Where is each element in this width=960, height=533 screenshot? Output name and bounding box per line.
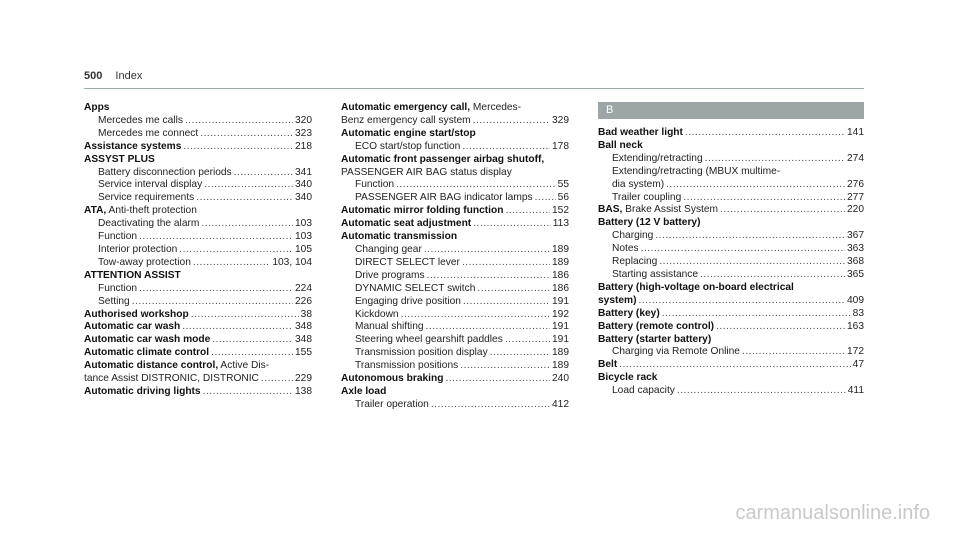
dot-leader (700, 269, 845, 282)
index-page-ref[interactable]: 141 (847, 127, 864, 138)
dot-leader (666, 179, 845, 192)
index-line-text: Transmission position display (355, 347, 488, 359)
index-line-text (598, 204, 718, 217)
index-page-ref[interactable]: 189 (552, 347, 569, 359)
index-line-text (598, 321, 714, 334)
index-line-text: Drive programs (355, 269, 425, 281)
dot-leader (505, 334, 550, 347)
index-line[interactable] (84, 179, 312, 192)
index-line[interactable] (598, 179, 864, 192)
index-line[interactable] (341, 334, 569, 347)
index-page-ref[interactable]: 189 (552, 256, 569, 268)
index-heading: Automatic car wash mode (84, 334, 211, 346)
index-line[interactable] (341, 244, 569, 257)
index-line[interactable] (598, 243, 864, 256)
index-page-ref[interactable]: 191 (552, 295, 569, 307)
index-page-ref[interactable]: 103 (295, 218, 312, 230)
dot-leader (490, 347, 550, 360)
index-line-text: Trailer operation (355, 398, 429, 410)
dot-leader (234, 167, 293, 180)
dot-leader (463, 296, 550, 309)
index-column-1 (84, 102, 312, 399)
index-heading: Battery (12 V battery) (598, 217, 701, 229)
index-page-ref[interactable]: 368 (847, 256, 864, 268)
index-line-text: Engaging drive position (355, 295, 461, 307)
index-page-ref[interactable]: 348 (295, 321, 312, 333)
index-heading-line (598, 282, 864, 295)
dot-leader (662, 308, 851, 321)
index-heading: Ball neck (598, 139, 643, 151)
index-page-ref[interactable]: 38 (300, 308, 312, 320)
index-entry (84, 347, 312, 360)
dot-leader (196, 192, 293, 205)
index-heading-line (341, 386, 569, 399)
index-heading: Authorised workshop (84, 308, 189, 320)
index-entry (598, 321, 864, 334)
dot-leader (462, 141, 550, 154)
index-heading: Automatic car wash (84, 321, 181, 333)
dot-leader (201, 218, 293, 231)
index-line-text (341, 218, 471, 231)
index-line[interactable] (84, 218, 312, 231)
index-page-ref[interactable]: 191 (552, 334, 569, 346)
index-line[interactable] (84, 334, 312, 347)
dot-leader (200, 128, 293, 141)
index-line-text: Transmission positions (355, 360, 459, 372)
index-page-ref[interactable]: 83 (852, 307, 864, 319)
index-line-text (84, 386, 201, 399)
index-page-ref[interactable]: 155 (295, 347, 312, 359)
dot-leader (183, 141, 293, 154)
dot-leader (473, 115, 550, 128)
index-heading: Bicycle rack (598, 372, 658, 384)
dot-leader (705, 153, 845, 166)
index-heading-line (84, 102, 312, 115)
index-page-ref[interactable]: 55 (557, 179, 569, 191)
dot-leader (619, 359, 850, 372)
index-line-text: Notes (612, 243, 639, 255)
dot-leader (431, 399, 550, 412)
index-entry (84, 154, 312, 206)
index-line-text (84, 309, 189, 322)
index-entry (84, 102, 312, 141)
index-entry (84, 141, 312, 154)
index-line[interactable] (341, 205, 569, 218)
dot-leader (677, 385, 846, 398)
index-line-text (598, 359, 617, 372)
index-heading-line (341, 231, 569, 244)
index-entry (598, 359, 864, 372)
index-line[interactable] (84, 386, 312, 399)
dot-leader (211, 347, 293, 360)
index-line-text: Load capacity (612, 385, 675, 397)
index-line[interactable] (598, 230, 864, 243)
index-line[interactable] (598, 359, 864, 372)
dot-leader (473, 218, 551, 231)
index-entry (84, 270, 312, 309)
index-line-text: Manual shifting (355, 321, 424, 333)
dot-leader (132, 296, 293, 309)
index-line-text: Function (98, 282, 138, 294)
index-page-ref[interactable]: 192 (552, 308, 569, 320)
index-line[interactable] (341, 347, 569, 360)
dot-leader (641, 243, 845, 256)
index-line[interactable] (598, 295, 864, 308)
dot-leader (685, 127, 845, 140)
index-heading-line (598, 372, 864, 385)
index-heading-line (84, 360, 312, 373)
index-entry (598, 217, 864, 282)
index-line[interactable] (84, 321, 312, 334)
index-heading: Battery (key) (598, 307, 660, 319)
index-heading-line (341, 154, 569, 167)
index-line-text (341, 205, 503, 218)
index-heading-line (84, 154, 312, 167)
index-line-text: Mercedes me connect (98, 127, 199, 139)
index-line-text (598, 127, 683, 140)
index-line[interactable] (341, 283, 569, 296)
index-heading: Axle load (341, 385, 387, 397)
index-page-ref[interactable]: 47 (852, 359, 864, 371)
index-line-text: Replacing (612, 256, 658, 268)
index-page-ref[interactable]: 363 (847, 243, 864, 255)
index-line[interactable] (598, 204, 864, 217)
index-page-ref[interactable]: 340 (295, 179, 312, 191)
dot-leader (396, 179, 556, 192)
index-page-ref[interactable]: 240 (552, 373, 569, 385)
index-entry (341, 102, 569, 128)
index-line[interactable] (341, 192, 569, 205)
index-heading-line (598, 334, 864, 347)
index-line-text: Function (355, 179, 395, 191)
index-page-ref[interactable]: 411 (847, 385, 864, 397)
index-line[interactable] (84, 141, 312, 154)
index-heading: Automatic distance control, (84, 360, 219, 372)
index-subentry-text: Extending/retracting (MBUX multime- (612, 165, 781, 177)
index-entry (598, 334, 864, 360)
index-heading: Belt (598, 359, 618, 371)
index-page-ref[interactable]: 172 (847, 346, 864, 358)
index-line[interactable] (598, 153, 864, 166)
index-line-text: Service interval display (98, 179, 203, 191)
index-page-ref[interactable]: 323 (295, 127, 312, 139)
dot-leader (424, 244, 550, 257)
index-column-3 (598, 102, 864, 398)
index-entry (598, 204, 864, 217)
index-entry (598, 308, 864, 321)
dot-leader (182, 321, 293, 334)
index-line[interactable] (341, 360, 569, 373)
index-line[interactable] (341, 179, 569, 192)
index-heading: ATTENTION ASSIST (84, 269, 181, 281)
index-heading: Assistance systems (84, 140, 182, 152)
index-page-ref[interactable]: 226 (295, 295, 312, 307)
index-page-ref[interactable]: 163 (847, 320, 864, 332)
index-entry (341, 373, 569, 386)
page-title: Index (115, 70, 143, 82)
index-heading: Automatic driving lights (84, 385, 201, 397)
watermark: carmanualsonline.info (735, 502, 930, 524)
index-entry (341, 128, 569, 154)
index-page-ref[interactable]: 56 (557, 192, 569, 204)
index-line-text: Steering wheel gearshift paddles (355, 334, 503, 346)
index-heading-line (598, 217, 864, 230)
dot-leader (477, 283, 550, 296)
index-line[interactable] (341, 115, 569, 128)
index-page-ref[interactable]: 348 (295, 334, 312, 346)
dot-leader (204, 179, 293, 192)
index-line[interactable] (341, 270, 569, 283)
index-heading-line (341, 102, 569, 115)
dot-leader (659, 256, 845, 269)
index-heading: Battery (high-voltage on-board electrical (598, 281, 794, 293)
index-page-ref[interactable]: 138 (295, 385, 312, 397)
index-heading: Battery (remote control) (598, 320, 715, 332)
dot-leader (535, 192, 556, 205)
index-line[interactable] (598, 385, 864, 398)
dot-leader (139, 283, 293, 296)
index-line-text: dia system) (612, 178, 665, 190)
index-line-text: Service requirements (98, 192, 195, 204)
index-entry (84, 360, 312, 386)
index-heading-suffix: Brake Assist System (622, 204, 719, 216)
index-line-text: Mercedes me calls (98, 114, 183, 126)
index-heading: Apps (84, 102, 110, 113)
dot-leader (212, 334, 293, 347)
index-page-ref[interactable]: 329 (552, 114, 569, 126)
index-line-text: Kickdown (355, 308, 399, 320)
index-line[interactable] (598, 346, 864, 359)
index-heading: Automatic front passenger airbag shutoff, (341, 153, 545, 165)
index-heading-line (341, 128, 569, 141)
index-heading: ATA, (84, 205, 107, 217)
index-page-ref[interactable]: 103 (295, 231, 312, 243)
index-entry (84, 321, 312, 334)
index-entry (84, 309, 312, 322)
index-heading: Automatic seat adjustment (341, 218, 472, 230)
index-heading: Battery (starter battery) (598, 333, 712, 345)
page-header (84, 70, 142, 82)
index-line[interactable] (84, 373, 312, 386)
index-page-ref[interactable]: 365 (847, 268, 864, 280)
index-line-text: Charging via Remote Online (612, 346, 740, 358)
index-entry (84, 334, 312, 347)
index-page-ref[interactable]: 224 (295, 282, 312, 294)
index-line[interactable] (598, 256, 864, 269)
index-page-ref[interactable]: 320 (295, 114, 312, 126)
index-entry (598, 282, 864, 308)
index-line-text (84, 321, 180, 334)
index-entry (84, 205, 312, 270)
index-page-ref[interactable]: 277 (847, 191, 864, 203)
dot-leader (401, 309, 550, 322)
index-line[interactable] (341, 218, 569, 231)
index-heading-suffix: Active Dis- (218, 360, 270, 372)
index-line-text: system) (598, 294, 637, 306)
dot-leader (193, 257, 270, 270)
index-entry (598, 372, 864, 398)
index-line[interactable] (341, 296, 569, 309)
dot-leader (655, 230, 845, 243)
dot-leader (462, 257, 550, 270)
index-line-text: Battery disconnection periods (98, 166, 232, 178)
index-line[interactable] (341, 399, 569, 412)
index-line-text: Interior protection (98, 243, 178, 255)
index-page-ref[interactable]: 186 (552, 269, 569, 281)
dot-leader (460, 360, 550, 373)
index-line-text: ECO start/stop function (355, 140, 461, 152)
index-line-text: Changing gear (355, 243, 422, 255)
index-line[interactable] (84, 296, 312, 309)
index-heading: BAS, (598, 204, 623, 216)
dot-leader (720, 204, 845, 217)
index-page-ref[interactable]: 186 (552, 282, 569, 294)
index-line-text: Deactivating the alarm (98, 218, 200, 230)
index-heading-line (84, 270, 312, 283)
index-entry (341, 205, 569, 218)
dot-leader (445, 373, 550, 386)
index-heading: Automatic climate control (84, 347, 210, 359)
index-entry (341, 154, 569, 206)
index-line[interactable] (84, 192, 312, 205)
index-line[interactable] (84, 257, 312, 270)
index-page-ref[interactable]: 341 (295, 166, 312, 178)
index-line-text: DIRECT SELECT lever (355, 256, 460, 268)
index-line-text (598, 308, 660, 321)
index-heading: Automatic engine start/stop (341, 127, 476, 139)
dot-leader (179, 244, 293, 257)
index-line[interactable] (341, 141, 569, 154)
header-rule (84, 88, 864, 89)
dot-leader (505, 205, 550, 218)
index-line-text: tance Assist DISTRONIC, DISTRONIC (84, 373, 259, 385)
index-line[interactable] (84, 347, 312, 360)
index-line-text: Setting (98, 295, 130, 307)
index-line-text (84, 141, 181, 154)
index-page-ref[interactable]: 178 (552, 140, 569, 152)
index-line[interactable] (341, 309, 569, 322)
index-page-ref[interactable]: 189 (552, 360, 569, 372)
index-entry (598, 127, 864, 140)
index-line[interactable] (84, 115, 312, 128)
index-line-text: Trailer coupling (612, 191, 682, 203)
dot-leader (742, 346, 845, 359)
index-line-text (341, 373, 443, 386)
index-heading: Automatic transmission (341, 231, 458, 243)
index-line[interactable] (341, 321, 569, 334)
index-entry (341, 231, 569, 373)
index-entry (341, 218, 569, 231)
index-heading: Autonomous braking (341, 373, 444, 385)
index-heading-suffix: Anti-theft protection (106, 205, 197, 217)
index-line-text (84, 347, 209, 360)
index-line[interactable] (598, 269, 864, 282)
index-page-ref[interactable]: 274 (847, 152, 864, 164)
dot-leader (203, 386, 293, 399)
dot-leader (427, 270, 550, 283)
index-page-ref[interactable]: 189 (552, 243, 569, 255)
section-letter: B (598, 102, 864, 119)
index-line-text: Benz emergency call system (341, 114, 471, 126)
index-entry (341, 386, 569, 412)
index-page-ref[interactable]: 229 (295, 373, 312, 385)
index-line[interactable] (598, 192, 864, 205)
index-line[interactable] (341, 373, 569, 386)
index-line-text: DYNAMIC SELECT switch (355, 282, 476, 294)
index-column-2 (341, 102, 569, 412)
index-heading: Automatic emergency call, (341, 102, 471, 113)
index-line[interactable] (84, 309, 312, 322)
index-line[interactable] (598, 127, 864, 140)
index-page-ref[interactable]: 105 (295, 243, 312, 255)
dot-leader (139, 231, 293, 244)
index-page-ref[interactable]: 113 (552, 218, 569, 230)
index-line[interactable] (598, 321, 864, 334)
index-line[interactable] (84, 283, 312, 296)
index-page-ref[interactable]: 340 (295, 192, 312, 204)
index-heading: Automatic mirror folding function (341, 205, 504, 217)
index-entry (598, 140, 864, 205)
index-line-text: Tow-away protection (98, 256, 191, 268)
dot-leader (683, 192, 845, 205)
index-line-text: PASSENGER AIR BAG indicator lamps (355, 192, 533, 204)
index-line-text (84, 334, 210, 347)
index-heading-wrap: PASSENGER AIR BAG status display (341, 166, 512, 178)
index-line-text: Function (98, 231, 138, 243)
index-line-text: Charging (612, 230, 654, 242)
index-heading: ASSYST PLUS (84, 153, 155, 165)
index-line[interactable] (84, 244, 312, 257)
dot-leader (639, 295, 845, 308)
index-page-ref[interactable]: 276 (847, 178, 864, 190)
index-line[interactable] (598, 308, 864, 321)
dot-leader (261, 373, 293, 386)
dot-leader (185, 115, 293, 128)
index-page-ref[interactable]: 191 (552, 321, 569, 333)
index-entry (84, 386, 312, 399)
index-line-text: Starting assistance (612, 268, 699, 280)
dot-leader (191, 309, 299, 322)
index-heading-line (84, 205, 312, 218)
index-page-ref[interactable]: 220 (847, 204, 864, 216)
index-page-ref[interactable]: 103, 104 (272, 256, 312, 268)
index-page-ref[interactable]: 152 (552, 205, 569, 217)
dot-leader (426, 321, 550, 334)
index-page-ref[interactable]: 367 (847, 230, 864, 242)
index-line[interactable] (84, 231, 312, 244)
index-heading-line (598, 140, 864, 153)
index-page-ref[interactable]: 218 (295, 140, 312, 152)
index-page-ref[interactable]: 412 (552, 398, 569, 410)
index-line[interactable] (341, 257, 569, 270)
index-heading: Bad weather light (598, 127, 683, 138)
index-heading-suffix: Mercedes- (470, 102, 522, 113)
index-page-ref[interactable]: 409 (847, 294, 864, 306)
dot-leader (716, 321, 845, 334)
index-line[interactable] (84, 128, 312, 141)
index-line[interactable] (84, 167, 312, 180)
index-line-text: Extending/retracting (612, 152, 703, 164)
page-number: 500 (84, 70, 103, 82)
